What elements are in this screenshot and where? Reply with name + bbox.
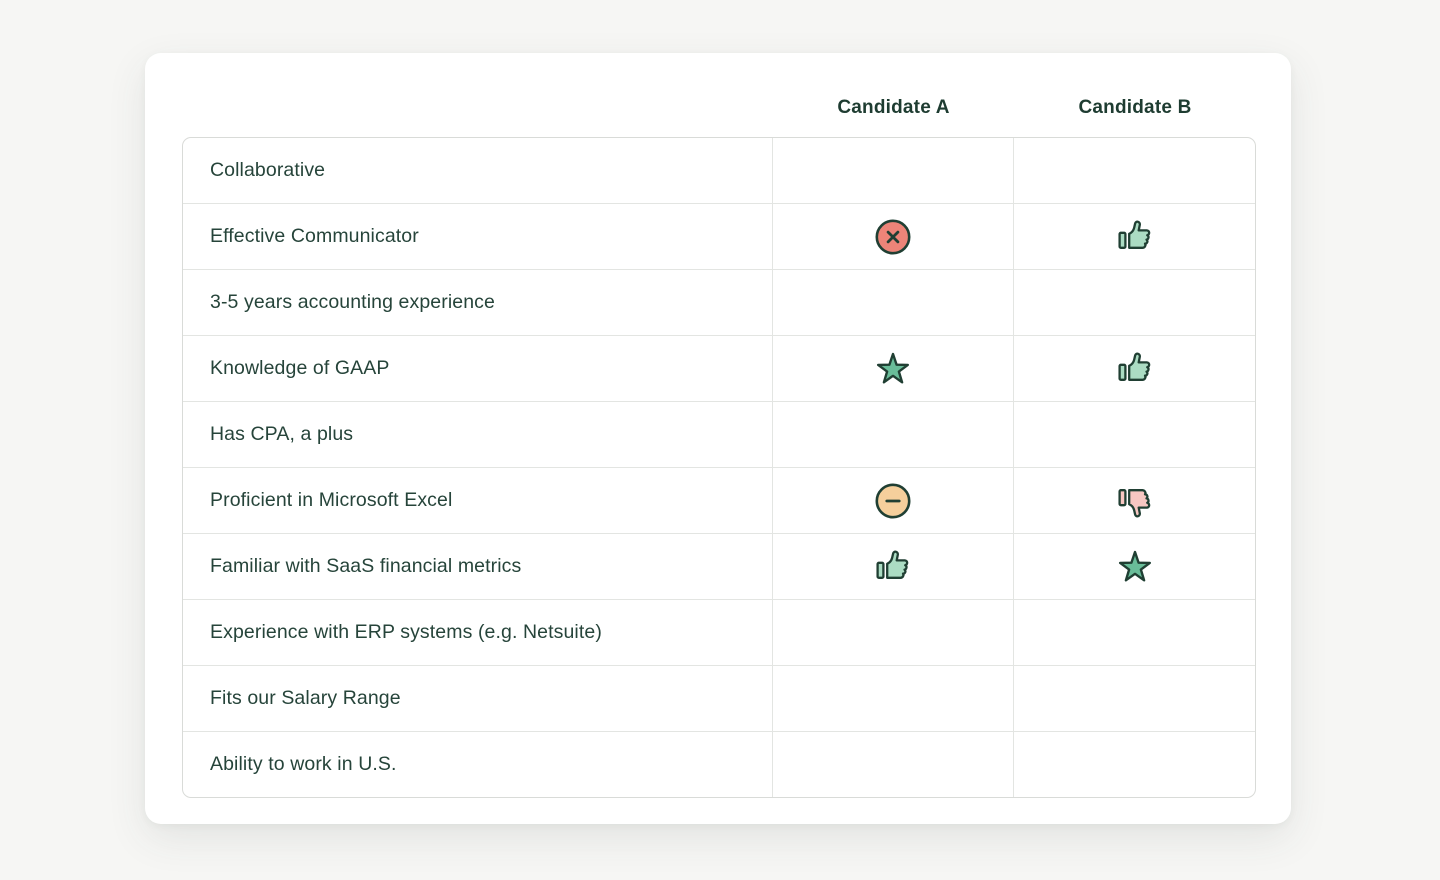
table-row xyxy=(183,731,1255,797)
table-row xyxy=(183,335,1255,401)
candidate-a-cell[interactable] xyxy=(772,204,1013,269)
table-row xyxy=(183,467,1255,533)
criterion-label: Fits our Salary Range xyxy=(210,687,401,709)
thumbs-up-icon xyxy=(873,547,913,587)
comparison-table xyxy=(182,137,1256,798)
thumbs-down-icon xyxy=(1115,481,1155,521)
criterion-label: Has CPA, a plus xyxy=(210,423,354,445)
candidate-a-cell[interactable] xyxy=(772,732,1013,797)
candidate-b-cell[interactable] xyxy=(1013,204,1255,269)
table-row xyxy=(183,533,1255,599)
candidate-b-header: Candidate B xyxy=(1078,97,1192,118)
header-spacer xyxy=(182,95,773,121)
criterion-label: Knowledge of GAAP xyxy=(210,357,390,379)
minus-circle-icon xyxy=(873,481,913,521)
criterion-label: Effective Communicator xyxy=(210,225,419,247)
table-row xyxy=(183,599,1255,665)
table-row xyxy=(183,269,1255,335)
candidate-b-cell[interactable] xyxy=(1013,270,1255,335)
candidate-a-header: Candidate A xyxy=(837,97,950,118)
thumbs-up-icon xyxy=(1115,349,1155,389)
candidate-b-cell[interactable] xyxy=(1013,402,1255,467)
x-circle-icon xyxy=(873,217,913,257)
candidate-b-cell[interactable] xyxy=(1013,534,1255,599)
star-icon xyxy=(873,349,913,389)
criterion-label: Familiar with SaaS financial metrics xyxy=(210,555,522,577)
criterion-label: 3-5 years accounting experience xyxy=(210,291,495,313)
criterion-label: Experience with ERP systems (e.g. Netsuite) xyxy=(210,621,602,643)
candidate-b-cell[interactable] xyxy=(1013,336,1255,401)
criterion-label: Ability to work in U.S. xyxy=(210,753,397,775)
candidate-a-cell[interactable] xyxy=(772,666,1013,731)
candidate-b-cell[interactable] xyxy=(1013,600,1255,665)
table-row xyxy=(183,665,1255,731)
candidate-a-cell[interactable] xyxy=(772,600,1013,665)
candidate-a-cell[interactable] xyxy=(772,336,1013,401)
candidate-b-cell[interactable] xyxy=(1013,666,1255,731)
candidate-a-cell[interactable] xyxy=(772,468,1013,533)
candidate-a-cell[interactable] xyxy=(772,138,1013,203)
table-header xyxy=(182,95,1256,121)
criterion-label: Proficient in Microsoft Excel xyxy=(210,489,453,511)
candidate-b-cell[interactable] xyxy=(1013,468,1255,533)
candidate-a-cell[interactable] xyxy=(772,402,1013,467)
candidate-b-cell[interactable] xyxy=(1013,732,1255,797)
criterion-label: Collaborative xyxy=(210,159,326,181)
candidate-a-cell[interactable] xyxy=(772,270,1013,335)
candidate-b-cell[interactable] xyxy=(1013,138,1255,203)
comparison-card xyxy=(145,53,1291,824)
candidate-a-cell[interactable] xyxy=(772,534,1013,599)
table-row xyxy=(183,138,1255,203)
thumbs-up-icon xyxy=(1115,217,1155,257)
table-row xyxy=(183,203,1255,269)
table-row xyxy=(183,401,1255,467)
star-icon xyxy=(1115,547,1155,587)
